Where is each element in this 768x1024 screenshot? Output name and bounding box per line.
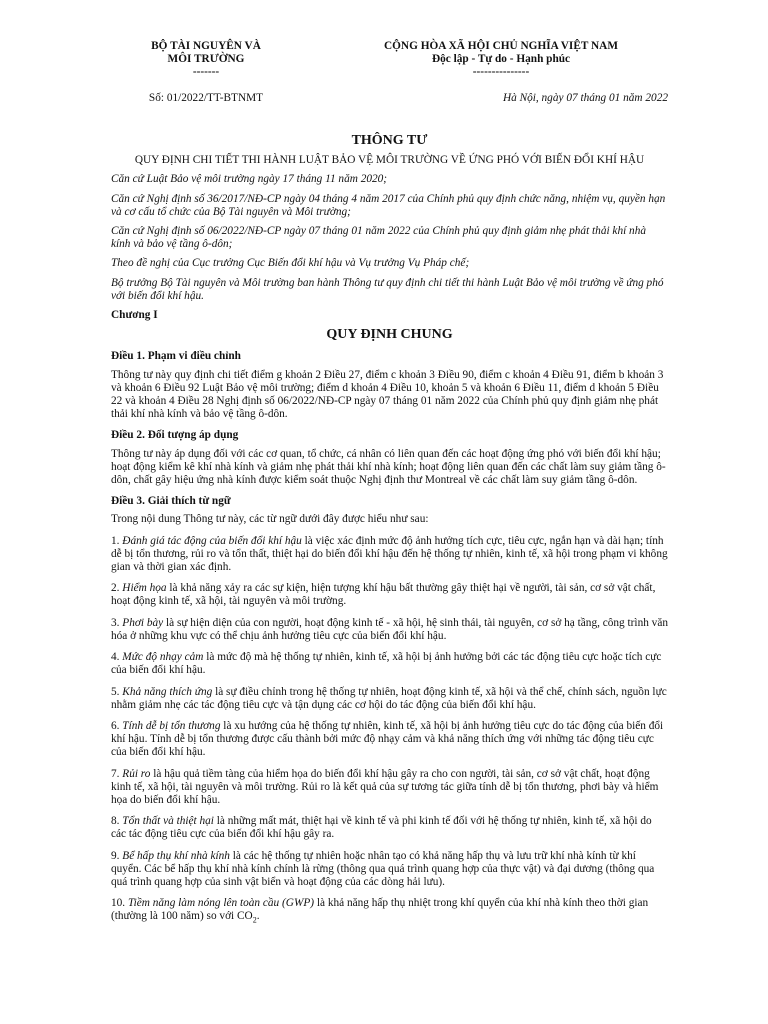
definition-number: 10. (111, 897, 128, 910)
definition-text: là khả năng hấp thụ nhiệt trong khí quyển của khí nhà kính theo thời gian (thường là 100 năm) so với CO (111, 897, 649, 923)
motto-separator: --------------- (472, 66, 530, 78)
definition-term: Mức độ nhạy cảm (122, 651, 204, 664)
agency-line-2: MÔI TRƯỜNG (167, 53, 245, 65)
definition-term: Phơi bày (122, 616, 164, 629)
article-1-text: Thông tư này quy định chi tiết điểm g khoản 2 Điều 27, điểm c khoản 3 Điều 90, điểm c khoản 4 Điều 91, điểm b khoản 3 và khoản 6 Điều 92 Luật Bảo vệ môi trường; điểm d khoản 4 Điều 10, khoản 5 và khoản 6 Điều 11, điểm d khoản 5 Điều 22 và khoản 4 Điều 28 Nghị định số 06/2022/NĐ-CP ngày 07 tháng 01 năm 2022 của Chính phủ quy định giảm nhẹ phát thải khí nhà kính và bảo vệ tầng ô-dôn. (111, 368, 664, 421)
definition-number: 7. (111, 767, 123, 780)
article-3-title: Điều 3. Giải thích từ ngữ (111, 495, 231, 508)
definition-term: Tính dễ bị tổn thương (122, 719, 221, 732)
definition-term: Bể hấp thụ khí nhà kính (122, 849, 230, 862)
definition-text: là các hệ thống tự nhiên hoặc nhân tạo có khả năng hấp thụ và lưu trữ khí nhà kính từ khí quyển. Các bể hấp thụ khí nhà kính chính là rừng (thông qua quá trình quang hợp của thực vật) và đại dương (thông qua quá trình quang hợp của sinh vật biển và hoạt động của các dòng hải lưu). (111, 849, 655, 888)
definition-text: là sự điều chỉnh trong hệ thống tự nhiên, hoạt động kinh tế, xã hội và thể chế, chính sách, nguồn lực nhằm giảm nhẹ các tác động tiêu cực và tận dụng các cơ hội do tác động của biến đổi khí hậu. (111, 685, 667, 711)
definition-term: Tổn thất và thiệt hại (122, 815, 214, 828)
definition-number: 9. (111, 849, 123, 862)
definition-text: là sự hiện diện của con người, hoạt động kinh tế - xã hội, hệ sinh thái, tài nguyên, cơ sở hạ tầng, công trình văn hóa ở những khu vực có thể chịu ảnh hưởng tiêu cực của biến đổi khí hậu. (111, 616, 668, 642)
definition-term: Đánh giá tác động của biến đổi khí hậu (122, 534, 302, 547)
definition-text: là xu hướng của hệ thống tự nhiên, kinh tế, xã hội bị ảnh hưởng tiêu cực do tác động của biến đổi khí hậu. Tính dễ bị tổn thương được cấu thành bởi mức độ nhạy cảm và khả năng thích ứng với những tác động tiêu cực của biến đổi khí hậu. (111, 719, 664, 759)
subscript-text: 2 (252, 915, 257, 925)
article-1-title: Điều 1. Phạm vi điều chỉnh (111, 350, 241, 363)
agency-separator: ------- (192, 66, 220, 78)
definition-number: 4. (111, 651, 123, 664)
definition-end: . (256, 910, 260, 923)
definition-text: là mức độ mà hệ thống tự nhiên, kinh tế, xã hội bị ảnh hưởng bởi các tác động tiêu cực hoặc tích cực của biến đổi khí hậu. (111, 651, 662, 677)
definition-item (111, 768, 668, 808)
article-2-text: Thông tư này áp dụng đối với các cơ quan, tổ chức, cá nhân có liên quan đến các hoạt động ứng phó với biến đổi khí hậu; hoạt động kiểm kê khí nhà kính và giảm nhẹ phát thải khí nhà kính; hoạt động liên quan đến các chất làm suy giảm tầng ô-dôn, chất gây hiệu ứng nhà kính được kiểm soát thuộc Nghị định thư Montreal về các chất làm suy giảm tầng ô-dôn. (111, 447, 666, 487)
chapter-label: Chương I (111, 309, 158, 322)
definition-text: là khả năng xảy ra các sự kiện, hiện tượng khí hậu bất thường gây thiệt hại về người, tài sản, cơ sở vật chất, hoạt động kinh tế, xã hội, tài nguyên và môi trường. (111, 582, 656, 608)
definition-number: 1. (111, 534, 123, 547)
definition-text: là những mất mát, thiệt hại về kinh tế và phi kinh tế đối với hệ thống tự nhiên, kinh tế, xã hội do các tác động tiêu cực của biến đổi khí hậu gây ra. (111, 815, 652, 841)
republic-name: CỘNG HÒA XÃ HỘI CHỦ NGHĨA VIỆT NAM (383, 40, 619, 52)
legal-basis-5: Bộ trưởng Bộ Tài nguyên và Môi trường ban hành Thông tư quy định chi tiết thi hành Luật Bảo vệ môi trường về ứng phó với biến đổi khí hậu. (111, 276, 664, 302)
chapter-title: QUY ĐỊNH CHUNG (326, 327, 453, 343)
definition-text: là hậu quả tiềm tàng của hiểm họa do biến đổi khí hậu gây ra cho con người, tài sản, cơ sở vật chất, hoạt động kinh tế, xã hội, tài nguyên và môi trường. Rủi ro là kết quả của sự tương tác giữa tính dễ bị tổn thương, phơi bày và hiểm họa do biến đổi khí hậu. (111, 767, 659, 806)
document-header (111, 40, 668, 110)
legal-basis-3: Căn cứ Nghị định số 06/2022/NĐ-CP ngày 07 tháng 01 năm 2022 của Chính phủ quy định giảm nhẹ phát thải khí nhà kính và bảo vệ tầng ô-dôn; (111, 225, 647, 251)
definition-item (111, 582, 668, 608)
national-motto: Độc lập - Tự do - Hạnh phúc (431, 53, 571, 65)
document-body (111, 134, 668, 932)
definition-item (111, 850, 668, 890)
definition-number: 6. (111, 719, 123, 732)
agency-line-1: BỘ TÀI NGUYÊN VÀ (151, 40, 261, 52)
legal-basis-1: Căn cứ Luật Bảo vệ môi trường ngày 17 tháng 11 năm 2020; (111, 173, 388, 186)
definition-number: 2. (111, 582, 123, 595)
definition-item (111, 720, 668, 760)
legal-basis-4: Theo đề nghị của Cục trưởng Cục Biến đổi khí hậu và Vụ trưởng Vụ Pháp chế; (111, 257, 470, 270)
document-type: THÔNG TƯ (351, 133, 428, 148)
article-2-title: Điều 2. Đối tượng áp dụng (111, 429, 239, 442)
document-subtitle: QUY ĐỊNH CHI TIẾT THI HÀNH LUẬT BẢO VỆ MÔI TRƯỜNG VỀ ỨNG PHÓ VỚI BIẾN ĐỔI KHÍ HẬU (134, 154, 645, 167)
definition-text: là việc xác định mức độ ảnh hưởng tích cực, tiêu cực, ngắn hạn và dài hạn; tính dễ bị tổn thương, rủi ro và tổn thất, thiệt hại do biến đổi khí hậu đến hệ thống tự nhiên, kinh tế, xã hội trong phạm vi không gian và thời gian xác định. (111, 534, 668, 574)
definition-term: Rủi ro (122, 767, 151, 780)
legal-basis-2: Căn cứ Nghị định số 36/2017/NĐ-CP ngày 04 tháng 4 năm 2017 của Chính phủ quy định chức năng, nhiệm vụ, quyền hạn và cơ cấu tổ chức của Bộ Tài nguyên và Môi trường; (111, 192, 666, 218)
definition-term: Tiềm năng làm nóng lên toàn cầu (GWP) (127, 897, 315, 910)
document-date: Hà Nội, ngày 07 tháng 01 năm 2022 (502, 92, 668, 104)
definition-item (111, 897, 668, 923)
definition-item (111, 815, 668, 841)
definition-item (111, 535, 668, 575)
definition-term: Hiểm họa (122, 582, 167, 595)
definition-term: Khả năng thích ứng (122, 685, 213, 698)
definition-number: 8. (111, 815, 123, 828)
document-number: Số: 01/2022/TT-BTNMT (148, 92, 264, 104)
article-3-intro: Trong nội dung Thông tư này, các từ ngữ dưới đây được hiểu như sau: (111, 513, 429, 526)
definition-item (111, 686, 668, 712)
definition-item (111, 617, 668, 643)
issuing-agency (111, 40, 301, 79)
definition-number: 5. (111, 685, 123, 698)
definition-item (111, 651, 668, 677)
national-title (331, 40, 671, 79)
definition-number: 3. (111, 616, 123, 629)
